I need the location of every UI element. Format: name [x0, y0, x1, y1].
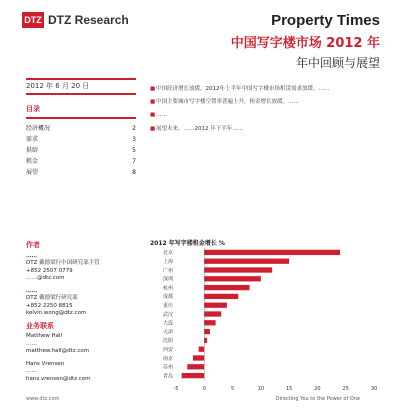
toc-item[interactable]: 展望 8 — [26, 169, 136, 176]
dtz-logo: DTZ — [22, 12, 44, 28]
summary-bullet: ■ …… — [150, 112, 167, 119]
category-label: 广州 — [162, 267, 173, 274]
x-tick-label: 10 — [257, 386, 265, 392]
category-label: 深圳 — [162, 276, 173, 283]
x-tick-label: -5 — [173, 386, 179, 392]
summary-bullets — [150, 86, 382, 139]
business-contact: Matthew Hall …… matthew.hall@dtz.com — [26, 333, 138, 356]
toc-heading: 目录 — [26, 105, 40, 113]
bar — [204, 267, 272, 272]
toc-item[interactable]: 经济概况 2 — [26, 125, 136, 132]
category-label: 青岛 — [162, 373, 173, 380]
report-date: 2012 年 6 月 20 日 — [26, 82, 90, 90]
bar — [193, 355, 204, 360]
chart-title: 2012 年写字楼租金增长 % — [150, 240, 225, 247]
bar — [204, 250, 340, 255]
category-label: 苏州 — [162, 364, 173, 371]
bar — [204, 320, 215, 325]
toc-item[interactable]: 需求 3 — [26, 136, 136, 143]
toc-rule — [26, 117, 136, 119]
rent-growth-chart — [140, 244, 380, 394]
toc-item[interactable]: 供给 5 — [26, 147, 136, 154]
x-tick-label: 0 — [202, 386, 206, 392]
bar — [204, 338, 207, 343]
author-contact: …… DTZ 戴德梁行中国研究部主管 +852 2507 0779 ……@dtz.com — [26, 253, 138, 283]
report-title: 中国写字楼市场 2012 年 — [230, 36, 380, 51]
summary-bullet: ■ 中国经济增长放缓，2012年上半年中国写字楼市场租赁需求放缓。…… — [150, 86, 330, 92]
category-label: 南京 — [162, 355, 173, 362]
date-rule-top — [26, 78, 136, 80]
category-label: 大连 — [162, 320, 173, 327]
email-link[interactable]: ……@dtz.com — [26, 275, 65, 281]
publication-title: Property Times — [271, 12, 380, 29]
summary-bullet: ■ 展望未来，……2012 年下半年…… — [150, 125, 244, 132]
bar — [182, 373, 205, 378]
bar — [204, 285, 249, 290]
bar — [204, 311, 221, 316]
category-label: 北京 — [162, 250, 173, 257]
brand — [22, 12, 129, 28]
email-link[interactable]: hans.vrensen@dtz.com — [26, 375, 91, 382]
bar — [204, 303, 227, 308]
category-label: 上海 — [162, 258, 173, 265]
bar — [187, 364, 204, 369]
brand-name: DTZ Research — [48, 13, 129, 27]
category-label: 成都 — [162, 294, 173, 301]
author-contact: …… DTZ 戴德梁行研究部 +852 2250 8815 kelvin.wong@dtz.com — [26, 288, 138, 318]
x-tick-label: 15 — [285, 386, 293, 392]
toc-item[interactable]: 租金 7 — [26, 158, 136, 165]
email-link[interactable]: matthew.hall@dtz.com — [26, 348, 90, 354]
category-label: 重庆 — [162, 302, 173, 309]
category-label: 武汉 — [162, 311, 173, 318]
bar — [204, 259, 289, 264]
x-tick-label: 30 — [370, 386, 378, 392]
category-label: 沈阳 — [162, 338, 173, 345]
bar — [204, 276, 261, 281]
footer-url[interactable]: www.dtz.com — [26, 396, 60, 402]
header — [231, 12, 380, 71]
category-label: 西安 — [162, 346, 173, 353]
email-link[interactable]: kelvin.wong@dtz.com — [26, 310, 87, 316]
bar — [204, 294, 238, 299]
bar — [199, 347, 205, 352]
footer-tagline: Directing You to the Power of One — [275, 396, 360, 402]
summary-bullet: ■ 中国主要城市写字楼空置率普遍上升，租金增长放缓。…… — [150, 99, 300, 106]
table-of-contents — [26, 104, 136, 178]
business-heading: 业务联系 — [26, 321, 54, 330]
bar — [204, 329, 210, 334]
category-label: 杭州 — [162, 285, 173, 292]
business-contact: Hans Vrensen …… hans.vrensen@dtz.com — [26, 361, 138, 384]
contacts — [26, 242, 138, 388]
date-rule-bottom — [26, 93, 136, 95]
x-tick-label: 25 — [342, 386, 349, 392]
x-tick-label: 5 — [230, 386, 235, 392]
x-tick-label: 20 — [314, 386, 321, 392]
report-subtitle: 年中回顾与展望 — [295, 56, 380, 70]
category-label: 天津 — [162, 329, 173, 336]
authors-heading: 作者 — [26, 241, 40, 249]
